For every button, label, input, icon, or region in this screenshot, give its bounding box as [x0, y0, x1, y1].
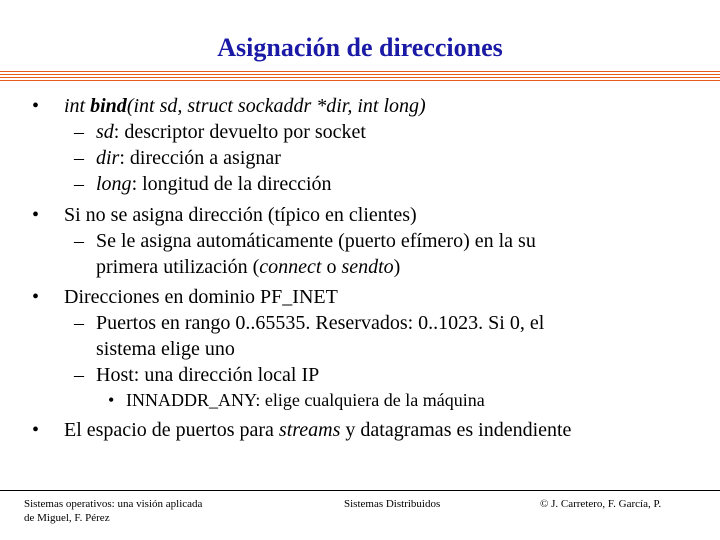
description: : descriptor devuelto por socket [113, 121, 366, 143]
sendto-term: sendto [341, 256, 394, 278]
sub-sub-item-inaddr-any: INNADDR_ANY: elige cualquiera de la máquina [126, 390, 485, 410]
bullet-marker: • [32, 286, 40, 308]
sub-item-ports-cont: sistema elige uno [96, 338, 235, 360]
bullet-port-space [64, 418, 571, 442]
dash-marker: – [74, 121, 84, 143]
text: y datagramas es indendiente [340, 419, 572, 441]
function-name: bind [90, 95, 127, 117]
bullet-marker: • [32, 419, 40, 441]
sub-item-auto-assign-cont [96, 255, 400, 279]
bullet-bind-signature [64, 94, 426, 118]
dash-marker: – [74, 312, 84, 334]
text: primera utilización ( [96, 256, 260, 278]
dash-marker: – [74, 364, 84, 386]
term: dir [96, 147, 120, 169]
bullet-pf-inet: Direcciones en dominio PF_INET [64, 286, 338, 308]
footer-divider [0, 490, 720, 491]
slide-title: Asignación de direcciones [217, 33, 503, 62]
title-underline [0, 71, 720, 81]
bullet-no-address: Si no se asigna dirección (típico en clientes) [64, 204, 417, 226]
bullet-marker: • [32, 204, 40, 226]
sub-item-sd [96, 120, 366, 144]
footer-book-title: Sistemas operativos: una visión aplicada [24, 498, 203, 510]
footer-left [24, 497, 202, 525]
connect-term: connect [259, 256, 322, 278]
footer-copyright: © J. Carretero, F. García, P. [540, 498, 662, 510]
footer-course: Sistemas Distribuidos [344, 498, 441, 510]
text: o [321, 256, 342, 278]
term: sd [96, 121, 114, 143]
text: El espacio de puertos para [64, 419, 279, 441]
streams-term: streams [278, 419, 341, 441]
description: : dirección a asignar [119, 147, 281, 169]
sub-item-long [96, 172, 332, 196]
sub-item-auto-assign: Se le asigna automáticamente (puerto efímero) en la su [96, 230, 536, 252]
bullet-marker: • [32, 95, 40, 117]
dash-marker: – [74, 230, 84, 252]
term: long [96, 173, 132, 195]
text: ) [393, 256, 401, 278]
parameters-text: (int sd, struct sockaddr *dir, int long) [126, 95, 426, 117]
dash-marker: – [74, 147, 84, 169]
dash-marker: – [74, 173, 84, 195]
description: : longitud de la dirección [131, 173, 332, 195]
footer-authors: de Miguel, F. Pérez [24, 512, 110, 524]
sub-item-host: Host: una dirección local IP [96, 364, 320, 386]
small-bullet-marker: • [108, 390, 115, 410]
type-text: int [64, 95, 91, 117]
sub-item-ports: Puertos en rango 0..65535. Reservados: 0..1023. Si 0, el [96, 312, 545, 334]
sub-item-dir [96, 146, 281, 170]
